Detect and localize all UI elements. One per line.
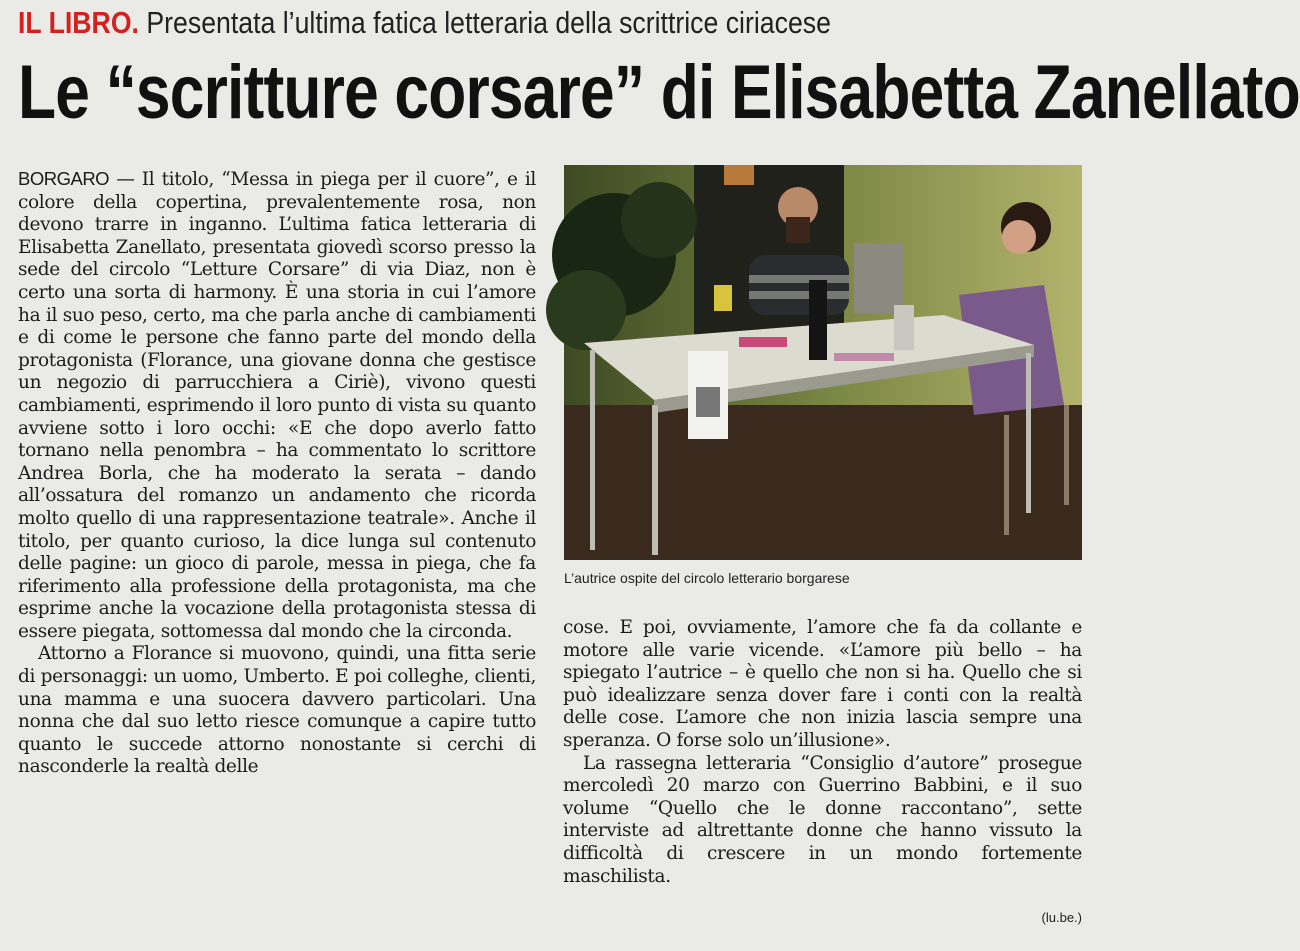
- article-paragraph: [18, 168, 536, 643]
- dateline: BORGARO: [18, 168, 110, 189]
- article-photo: [564, 165, 1082, 560]
- article-column-right: [563, 617, 1082, 888]
- article-paragraph: Attorno a Florance si muovono, quindi, una fitta serie di personaggi: un uomo, Umberto. E poi colleghe, clienti, una mamma e una suocera davvero particolari. Una nonna che dal suo letto riesce comunque a capire tutto quanto le succede attorno nonostante si cerchi di nasconderle la realtà delle: [18, 643, 536, 778]
- section-tag: IL LIBRO.: [18, 5, 139, 40]
- article-paragraph: La rassegna letteraria “Consiglio d’autore” prosegue mercoledì 20 marzo con Guerrino Babbini, e il suo volume “Quello che le donne raccontano”, sette interviste ad altrettante donne che hanno vissuto la difficoltà di crescere in un mondo fortemente maschilista.: [563, 752, 1082, 887]
- paragraph-text: — Il titolo, “Messa in piega per il cuore”, e il colore della copertina, prevalentemente rosa, non devono trarre in inganno. L’ultima fatica letteraria di Elisabetta Zanellato, presentata giovedì scorso presso la sede del circolo “Letture Corsare” di via Diaz, non è certo una sorta di harmony. È una storia in cui l’amore ha il suo peso, certo, ma che parla anche di cambiamenti e di come le persone che fanno parte del mondo della protagonista (Florance, una giovane donna che gestisce un negozio di parrucchiera a Ciriè), vivono questi cambiamenti, esprimendo il loro punto di vista su quanto avviene sotto i loro occhi: «E che dopo averlo fatto tornano nella penombra – ha commentato lo scrittore Andrea Borla, che ha moderato la serata – dando all’ossatura del romanzo un andamento che ricorda molto quello di una rappresentazione teatrale». Anche il titolo, per quanto curioso, la dice lunga sul contenuto delle pagine: un gioco di parole, messa in piega, che fa riferimento alla professione della protagonista, ma che esprime anche la vocazione della protagonista stessa di essere piegata, sottomessa dal mondo che la circonda.: [18, 169, 536, 642]
- article-paragraph: cose. E poi, ovviamente, l’amore che fa da collante e motore alle varie vicende. «L’amore più bello – ha spiegato l’autrice – è quello che non si ha. Quello che si può idealizzare senza dover fare i conti con la realtà delle cose. L’amore che non inizia lascia sempre una speranza. O forse solo un’illusione».: [563, 617, 1082, 751]
- article-column-left: [18, 168, 536, 779]
- kicker-subtitle: Presentata l’ultima fatica letteraria della scrittrice ciriacese: [146, 5, 831, 40]
- photo-caption: L’autrice ospite del circolo letterario borgarese: [564, 570, 850, 586]
- photo-illustration: [564, 165, 1082, 560]
- kicker: [18, 2, 947, 44]
- author-signature: (lu.be.): [1041, 910, 1082, 925]
- headline: Le “scritture corsare” di Elisabetta Zanellato: [18, 50, 1300, 135]
